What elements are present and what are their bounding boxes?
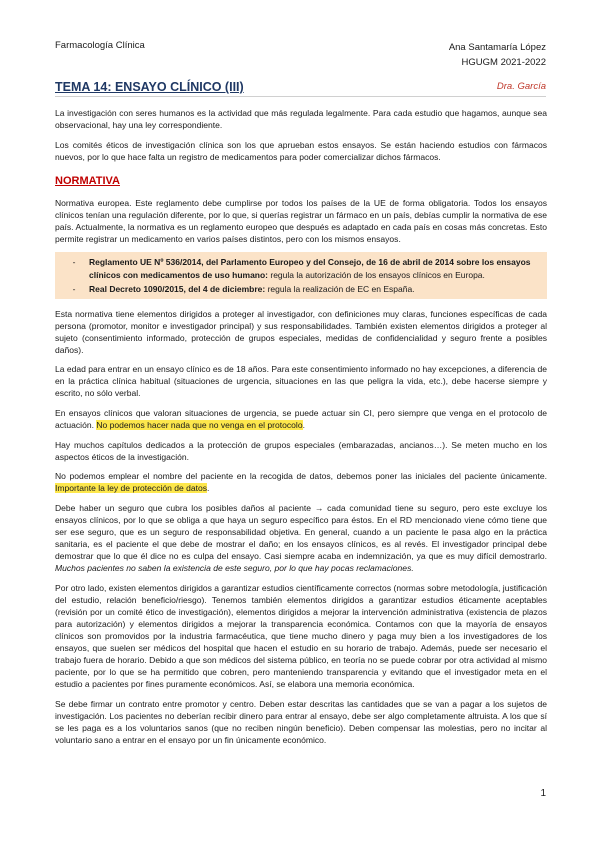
- paragraph-normativa-elementos: Esta normativa tiene elementos dirigidos a proteger al investigador, con definiciones muy claras, funciones específicas de cada persona (promotor, monitor e investigador principal) y sus responsabilidades. También existen elementos dirigidos a proteger al sujeto (consentimiento informado, protección de grupos especiales, medidas de confidencialidad y seguro frente a posibles daños).: [55, 308, 547, 355]
- list-item-text: [89, 256, 543, 280]
- title-row: [55, 80, 546, 97]
- nombre-highlight: Importante la ley de protección de datos: [55, 483, 208, 494]
- header-subject: Farmacología Clínica: [55, 40, 145, 51]
- intro-paragraph-2: Los comités éticos de investigación clínica son los que aprueban estos ensayos. Se están haciendo estudios con fármacos nuevos, por lo que hace falta un registro de medicamentos para poder comercializar dichos fármacos.: [55, 139, 547, 162]
- list-item-bold: Reglamento UE Nº 536/2014, del Parlamento Europeo y del Consejo, de 16 de abril de 2014 sobre los ensayos clínicos con medicamentos de uso humano:: [89, 257, 531, 280]
- nombre-text: No podemos emplear el nombre del paciente en la recogida de datos, debemos poner las iniciales del paciente únicamente.: [55, 471, 547, 482]
- nombre-end: .: [207, 483, 210, 494]
- page-title: [55, 80, 244, 94]
- page-title-text: TEMA 14: ENSAYO CLÍNICO (III): [55, 80, 244, 94]
- paragraph-otro-lado: Por otro lado, existen elementos dirigidos a garantizar estudios científicamente correctos (normas sobre metodología, justificación del estudio, relación beneficio/riesgo). Tenemos también elementos dirigidos a garantizar estudios éticamente aceptables (revisión por un comité ético de investigación), elementos dirigidos a mejorar la intervención administrativa (existencia de plazos para autorización) y elementos dirigidos a mejorar la transparencia económica. Contamos con que la mayoría de ensayos clínicos son promovidos por la industria farmacéutica, que tiene mucho dinero y paga muy bien a los investigadores de los ensayos, que suelen ser médicos del hospital que hacen el estudio en su horario de trabajo. Además, puede ser necesario el trabajo fuera de horario. Debido a que son médicos del sistema público, en teoría no se puede cobrar por otra actividad al mismo paciente, por lo que se ha permitido que cobren, pero manteniendo transparencia y evitando que el investigador meta en el estudio a pacientes por fines puramente económicos. Así, se elabora una memoria económica.: [55, 582, 547, 689]
- page-number: 1: [540, 788, 546, 799]
- paragraph-urgencia: [55, 407, 547, 431]
- list-item-text: [89, 283, 543, 295]
- section-heading: NORMATIVA: [55, 174, 120, 187]
- paragraph-capitulos: Hay muchos capítulos dedicados a la protección de grupos especiales (embarazadas, ancianos…). Se meten mucho en los aspectos éticos de la investigación.: [55, 439, 547, 462]
- paragraph-seguro: [55, 502, 547, 574]
- urgencia-end: .: [302, 420, 305, 431]
- seguro-italic: Muchos pacientes no saben la existencia de este seguro, por lo que hay pocas reclamaciones.: [55, 563, 414, 574]
- list-item: [59, 283, 543, 295]
- list-item-rest: regula la autorización de los ensayos clínicos en Europa.: [268, 269, 485, 280]
- header-hospital-year: HGUGM 2021-2022: [461, 57, 546, 68]
- header-author: Ana Santamaría López: [448, 42, 546, 53]
- urgencia-highlight: No podemos hacer nada que no venga en el protocolo: [96, 420, 303, 431]
- list-item-bold: Real Decreto 1090/2015, del 4 de diciembre:: [89, 283, 266, 294]
- paragraph-contrato: Se debe firmar un contrato entre promotor y centro. Deben estar descritas las cantidades que se van a pagar a los sujetos de investigación. Los pacientes no deberían recibir dinero para entrar al ensayo, debe ser algo completamente altruista. A los que sí se les paga es a los voluntarios sanos (que no reciben ningún beneficio). Deben compensar las molestias, pero no incitar al voluntario sano a entrar en el ensayo por un fin únicamente económico.: [55, 698, 547, 745]
- intro-paragraph-1: La investigación con seres humanos es la actividad que más regulada legalmente. Para cada estudio que hagamos, aunque sea observacional, hay una ley correspondiente.: [55, 108, 547, 131]
- seguro-text: Debe haber un seguro que cubra los posibles daños al paciente → cada comunidad tiene su seguro, pero este excluye los ensayos clínicos, por lo que se obliga a que haya un seguro específico para éstos. En el RD mencionado viene cómo tiene que ser ese seguro, que es un seguro de responsabilidad objetiva. En general, cuando a un paciente le pasa algo en la práctica sanitaria, es el paciente el que debe de mostrar el daño; en los ensayos clínicos, es al revés. El investigador principal debe demostrar que lo que él dice no es culpa del ensayo. Casi siempre acaba en indemnización, ya que es muy difícil demostrarlo.: [55, 502, 547, 561]
- legislation-list: [55, 252, 547, 298]
- list-bullet: -: [72, 283, 76, 294]
- list-bullet: -: [72, 257, 76, 268]
- header-right: [449, 40, 546, 70]
- professor-name: Dra. García: [496, 81, 546, 92]
- paragraph-normativa-europea: Normativa europea. Este reglamento debe cumplirse por todos los países de la UE de forma obligatoria. Todos los ensayos clínicos tenían una regulación diferente, por lo que, si querías registrar un fármaco en un país, debías cumplir la normativa de ese país. Actualmente, la normativa es un reglamento europeo que después es adaptado en cada país en cosas más concretas. Esto permite registrar un medicamento en varios países distintos, pero con los mismos ensayos.: [55, 197, 547, 244]
- urgencia-text: En ensayos clínicos que valoran situaciones de urgencia, se puede actuar sin CI, pero siempre que venga en el protocolo de actuación.: [55, 408, 547, 431]
- list-item-rest: regula la realización de EC en España.: [265, 283, 415, 294]
- list-item: [59, 256, 543, 280]
- document-body: [55, 107, 547, 753]
- paragraph-edad: La edad para entrar en un ensayo clínico es de 18 años. Para este consentimiento informado no hay excepciones, a diferencia de en la práctica clínica habitual (situaciones de urgencia, situaciones en las que peligra la vida, etc.), debe hacerse siempre y escrito, no sólo verbal.: [55, 364, 547, 399]
- paragraph-nombre: [55, 470, 547, 494]
